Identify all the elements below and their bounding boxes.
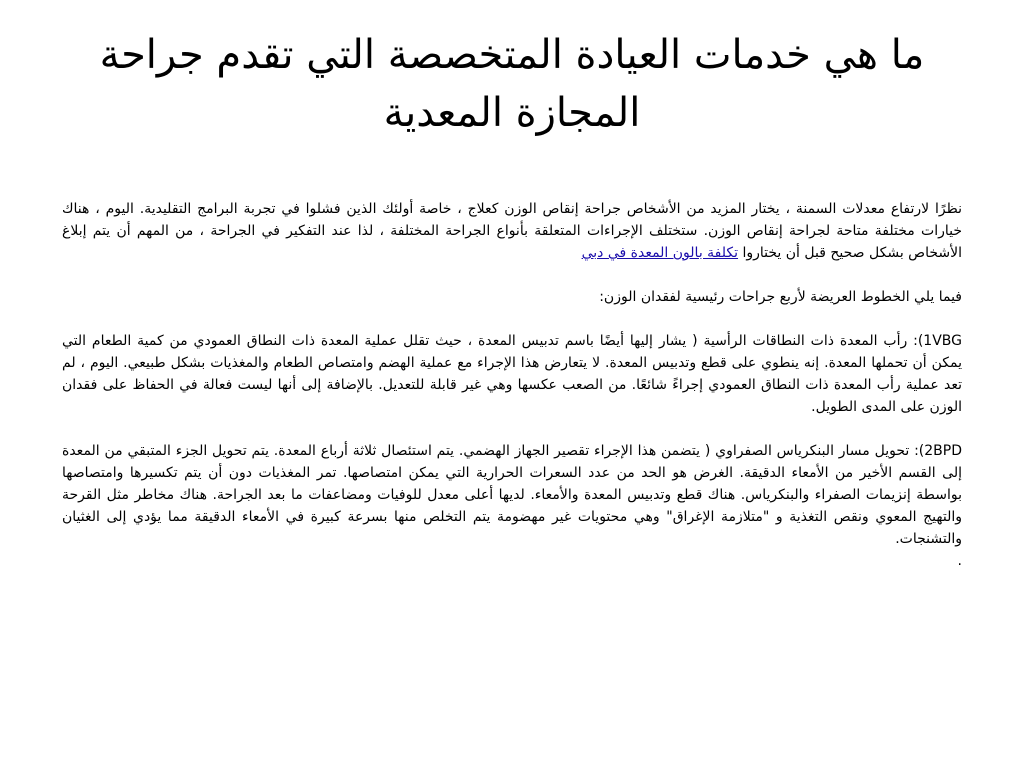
- slide-body: [62, 198, 962, 572]
- intro-paragraph: [62, 198, 962, 264]
- bpd-paragraph: 2BPD): تحويل مسار البنكرياس الصفراوي ( يتضمن هذا الإجراء تقصير الجهاز الهضمي. يتم استئصال ثلاثة أرباع المعدة. يتم تحويل الجزء المتبقي من المعدة إلى القسم الأخير من الأمعاء الدقيقة. الغرض هو الحد من عدد السعرات الحرارية التي يمكن امتصاصها. تمر المغذيات دون أن يتم تكسيرها وامتصاصها بواسطة إنزيمات الصفراء والبنكرياس. هناك قطع وتدبيس المعدة والأمعاء. لديها أعلى معدل للوفيات ومضاعفات ما بعد الجراحة. هناك مخاطر مثل القرحة والتهيج المعوي ونقص التغذية و "متلازمة الإغراق" وهي محتويات غير مهضومة يتم التخلص منها بسرعة كبيرة في الأمعاء الدقيقة مما يؤدي إلى الغثيان والتشنجات.: [62, 443, 962, 547]
- slide-title: ما هي خدمات العيادة المتخصصة التي تقدم جراحة المجازة المعدية: [99, 32, 925, 136]
- end-mark: .: [957, 553, 962, 569]
- vbg-paragraph: 1VBG): رأب المعدة ذات النطاقات الرأسية ( يشار إليها أيضًا باسم تدبيس المعدة ، حيث تقلل عملية المعدة ذات النطاق العمودي من كمية الطعام التي يمكن أن تحملها المعدة. إنه ينطوي على قطع وتدبيس المعدة. لا يتعارض هذا الإجراء مع عملية الهضم وامتصاص الطعام والمغذيات بشكل طبيعي. اليوم ، لم تعد عملية رأب المعدة ذات النطاق العمودي إجراءً شائعًا. من الصعب عكسها وهي غير قابلة للتعديل. بالإضافة إلى أنها ليست فعالة في الحفاظ على فقدان الوزن على المدى الطويل.: [62, 333, 962, 415]
- intro-text: نظرًا لارتفاع معدلات السمنة ، يختار المزيد من الأشخاص جراحة إنقاص الوزن كعلاج ، خاصة أولئك الذين فشلوا في تجربة البرامج التقليدية. اليوم ، هناك خيارات مختلفة متاحة لجراحة إنقاص الوزن. ستختلف الإجراءات المتعلقة بأنواع الجراحة المختلفة ، لذا عند التفكير في الجراحة ، من المهم أن يتم إبلاغ الأشخاص بشكل صحيح قبل أن يختاروا: [62, 201, 962, 261]
- balloon-cost-link[interactable]: تكلفة بالون المعدة في دبي: [581, 245, 739, 261]
- summary-paragraph: فيما يلي الخطوط العريضة لأربع جراحات رئيسية لفقدان الوزن:: [599, 289, 962, 305]
